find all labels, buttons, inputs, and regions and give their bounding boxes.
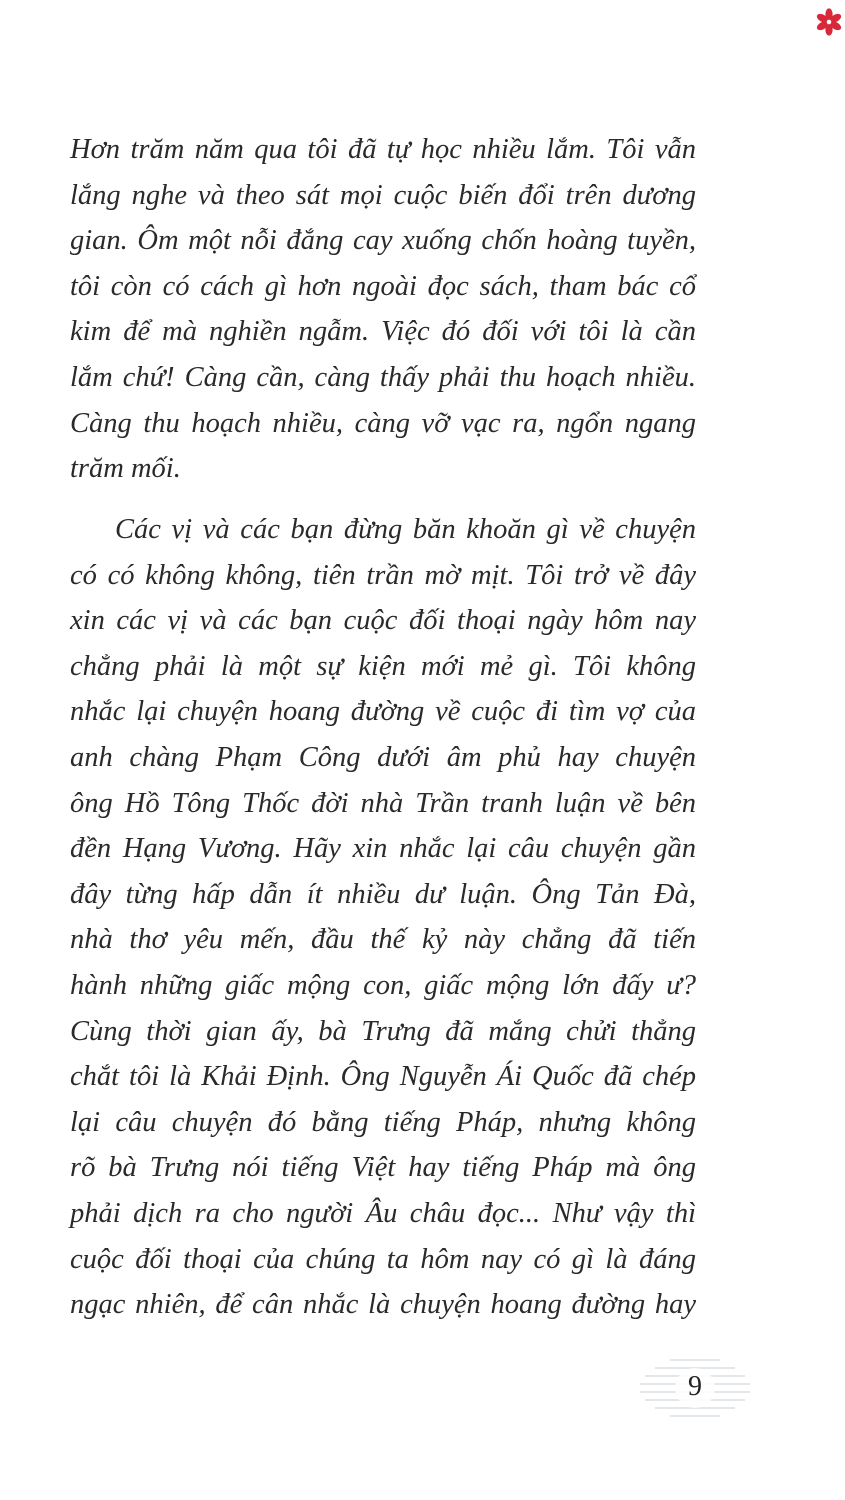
text-line: có có không không, tiên trần mờ mịt. Tôi trở về đây	[70, 559, 696, 591]
paragraph-1	[70, 127, 696, 492]
text-line: kim để mà nghiền ngẫm. Việc đó đối với tôi là cần	[70, 316, 696, 348]
page-number-block	[640, 1352, 750, 1422]
text-line: xin các vị và các bạn cuộc đối thoại ngày hôm nay	[70, 605, 696, 637]
text-line: nhà thơ yêu mến, đầu thế kỷ này chẳng đã tiến	[70, 924, 696, 956]
text-line: ngạc nhiên, để cân nhắc là chuyện hoang đường hay	[70, 1289, 696, 1321]
text-line: nhắc lại chuyện hoang đường về cuộc đi tìm vợ của	[70, 696, 696, 728]
text-line: đền Hạng Vương. Hãy xin nhắc lại câu chuyện gần	[70, 833, 696, 865]
text-line: phải dịch ra cho người Âu châu đọc... Như vậy thì	[70, 1197, 696, 1229]
red-flower-logo-icon	[815, 8, 843, 36]
text-line: chẳng phải là một sự kiện mới mẻ gì. Tôi không	[70, 650, 696, 682]
page-number: 9	[688, 1371, 702, 1402]
text-line: gian. Ôm một nỗi đắng cay xuống chốn hoàng tuyền,	[70, 225, 696, 257]
text-line: anh chàng Phạm Công dưới âm phủ hay chuyện	[70, 741, 696, 773]
paragraph-2	[70, 507, 696, 1328]
text-line: Các vị và các bạn đừng băn khoăn gì về chuyện	[115, 514, 696, 545]
text-line: Càng thu hoạch nhiều, càng vỡ vạc ra, ngổn ngang	[70, 407, 696, 439]
text-line: tôi còn có cách gì hơn ngoài đọc sách, tham bác cổ	[70, 270, 696, 302]
text-line: ông Hồ Tông Thốc đời nhà Trần tranh luận về bên	[70, 787, 696, 819]
text-line: lại câu chuyện đó bằng tiếng Pháp, nhưng không	[70, 1106, 696, 1138]
text-line: trăm mối.	[70, 453, 181, 485]
text-line: đây từng hấp dẫn ít nhiều dư luận. Ông Tản Đà,	[70, 878, 696, 910]
text-line: Cùng thời gian ấy, bà Trưng đã mắng chửi thẳng	[70, 1015, 696, 1047]
text-line: Hơn trăm năm qua tôi đã tự học nhiều lắm. Tôi vẫn	[70, 134, 696, 165]
text-line: hành những giấc mộng con, giấc mộng lớn đấy ư?	[70, 969, 696, 1001]
text-line: chắt tôi là Khải Định. Ông Nguyễn Ái Quốc đã chép	[70, 1061, 696, 1093]
text-line: lắng nghe và theo sát mọi cuộc biến đổi trên dương	[70, 179, 696, 211]
text-line: cuộc đối thoại của chúng ta hôm nay có gì là đáng	[70, 1243, 696, 1275]
text-line: rõ bà Trưng nói tiếng Việt hay tiếng Pháp mà ông	[70, 1152, 696, 1184]
text-line: lắm chứ! Càng cần, càng thấy phải thu hoạch nhiều.	[70, 361, 696, 393]
